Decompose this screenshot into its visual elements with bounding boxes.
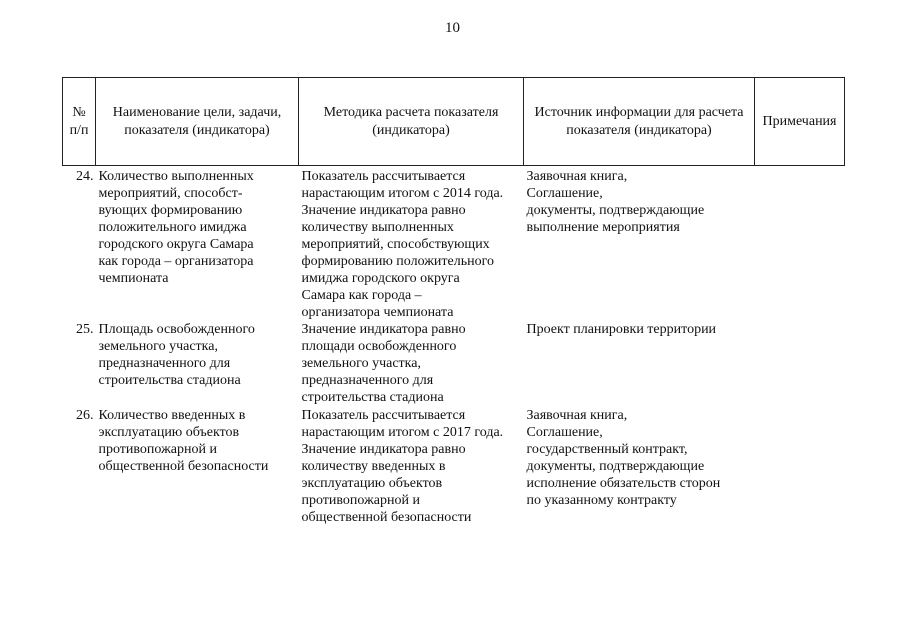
row-name	[96, 407, 299, 527]
row-method-line: мероприятий, способствующих	[301, 237, 490, 252]
row-name-line: вующих формированию	[98, 203, 243, 218]
row-method-line: формированию положительного	[301, 254, 494, 269]
row-notes	[755, 321, 845, 407]
row-source	[524, 407, 755, 527]
row-number: 24.	[76, 169, 94, 184]
row-name-line: Площадь освобожденного	[98, 322, 255, 337]
row-method-line: Самара как города –	[301, 288, 422, 303]
row-name-line: противопожарной и	[98, 442, 217, 457]
row-source-line: Соглашение,	[526, 186, 603, 201]
row-method-line: предназначенного для	[301, 373, 434, 388]
header-source-line: Источник информации для	[534, 104, 696, 120]
row-source-line: по указанному контракту	[526, 493, 677, 508]
row-name-line: Количество введенных в	[98, 408, 246, 423]
row-notes	[755, 166, 845, 322]
row-method-line: имиджа городского округа	[301, 271, 460, 286]
row-name-line: чемпионата	[98, 271, 169, 286]
row-method	[299, 166, 524, 322]
row-method-line: Значение индикатора равно	[301, 322, 466, 337]
row-method-line: нарастающим итогом с 2017 года.	[301, 425, 504, 440]
row-source-line: выполнение мероприятия	[526, 220, 680, 235]
row-source	[524, 166, 755, 322]
table-header-row	[63, 78, 845, 166]
table-row	[63, 321, 845, 407]
row-source-line: Соглашение,	[526, 425, 603, 440]
row-method-line: нарастающим итогом с 2014 года.	[301, 186, 504, 201]
row-name-line: предназначенного для	[98, 356, 231, 371]
row-name-line: Количество выполненных	[98, 169, 254, 184]
row-name	[96, 321, 299, 407]
row-name-line: эксплуатацию объектов	[98, 425, 240, 440]
row-notes	[755, 407, 845, 527]
header-name	[96, 78, 299, 166]
row-method-line: количеству выполненных	[301, 220, 454, 235]
row-name-line: мероприятий, способст-	[98, 186, 243, 201]
indicator-table-container	[62, 77, 844, 527]
row-method	[299, 407, 524, 527]
row-method-line: Значение индикатора равно	[301, 203, 466, 218]
row-source-line: Заявочная книга,	[526, 408, 628, 423]
row-method-line: площади освобожденного	[301, 339, 457, 354]
row-method-line: Значение индикатора равно	[301, 442, 466, 457]
header-number-line: п/п	[69, 122, 89, 138]
row-number: 25.	[76, 322, 94, 337]
row-method-line: количеству введенных в	[301, 459, 446, 474]
header-number	[63, 78, 96, 166]
row-name-line: городского округа Самара	[98, 237, 254, 252]
row-method-line: организатора чемпионата	[301, 305, 454, 320]
row-source	[524, 321, 755, 407]
row-method-line: строительства стадиона	[301, 390, 444, 405]
header-source-line: расчета показателя (индикатора)	[566, 104, 744, 138]
row-name-line: земельного участка,	[98, 339, 218, 354]
header-name-line: показателя (индикатора)	[124, 122, 270, 138]
row-source-line: документы, подтверждающие	[526, 459, 705, 474]
row-number: 26.	[76, 408, 94, 423]
row-source-line: государственный контракт,	[526, 442, 688, 457]
row-method-line: Показатель рассчитывается	[301, 169, 466, 184]
indicator-table	[62, 77, 845, 527]
header-method-line: (индикатора)	[372, 122, 450, 138]
row-source-line: Заявочная книга,	[526, 169, 628, 184]
header-notes	[755, 78, 845, 166]
row-name-line: общественной безопасности	[98, 459, 269, 474]
row-source-line: Проект планировки территории	[526, 322, 717, 337]
table-row	[63, 166, 845, 322]
row-method-line: Показатель рассчитывается	[301, 408, 466, 423]
row-source-line: исполнение обязательств сторон	[526, 476, 721, 491]
row-method-line: земельного участка,	[301, 356, 421, 371]
header-method-line: Методика расчета показателя	[323, 104, 499, 120]
row-method-line: противопожарной и	[301, 493, 420, 508]
row-source-line: документы, подтверждающие	[526, 203, 705, 218]
header-number-line: №	[72, 104, 86, 120]
row-name	[96, 166, 299, 322]
row-method-line: общественной безопасности	[301, 510, 472, 525]
header-name-line: Наименование цели, задачи,	[112, 104, 282, 120]
row-method	[299, 321, 524, 407]
row-name-line: как города – организатора	[98, 254, 254, 269]
page-number: 10	[445, 20, 460, 36]
row-name-line: строительства стадиона	[98, 373, 241, 388]
header-method	[299, 78, 524, 166]
row-method-line: эксплуатацию объектов	[301, 476, 443, 491]
table-row	[63, 407, 845, 527]
row-name-line: положительного имиджа	[98, 220, 247, 235]
header-notes-line: Примечания	[762, 113, 837, 129]
header-source	[524, 78, 755, 166]
